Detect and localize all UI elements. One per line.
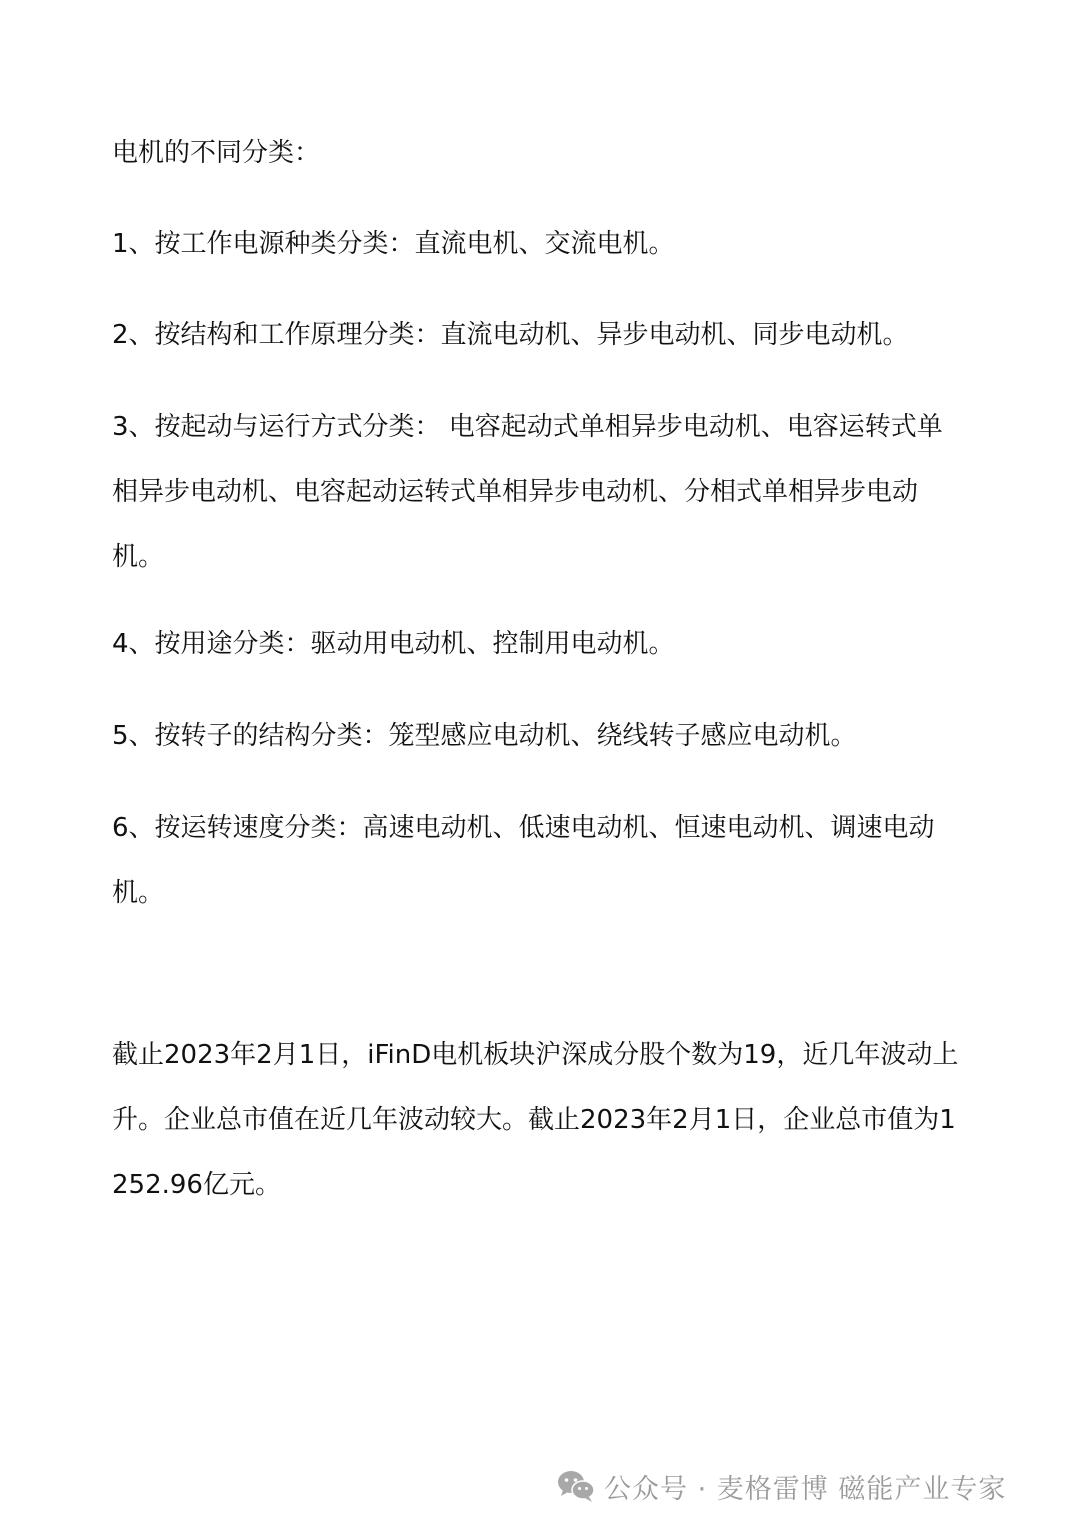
list-item-5: 5、按转子的结构分类：笼型感应电动机、绕线转子感应电动机。 xyxy=(112,721,857,751)
watermark-text: 公众号 · 麦格雷博 磁能产业专家 xyxy=(604,1473,1007,1505)
section-heading: 电机的不同分类： xyxy=(112,138,321,168)
list-item-2: 2、按结构和工作原理分类：直流电动机、异步电动机、同步电动机。 xyxy=(112,320,909,350)
wechat-icon xyxy=(556,1469,596,1503)
watermark xyxy=(556,1462,1006,1510)
list-item-6: 6、按运转速度分类：高速电动机、低速电动机、恒速电动机、调速电动机。 xyxy=(112,813,935,908)
list-item-1: 1、按工作电源种类分类：直流电机、交流电机。 xyxy=(112,229,675,259)
list-item-4: 4、按用途分类：驱动用电动机、控制用电动机。 xyxy=(112,629,675,659)
list-item-3: 3、按起动与运行方式分类： 电容起动式单相异步电动机、电容运转式单相异步电动机、电容起动运转式单相异步电动机、分相式单相异步电动机。 xyxy=(112,412,943,572)
summary-paragraph: 截止2023年2月1日，iFinD电机板块沪深成分股个数为19，近几年波动上升。企业总市值在近几年波动较大。截止2023年2月1日，企业总市值为1252.96亿元。 xyxy=(112,1040,959,1200)
